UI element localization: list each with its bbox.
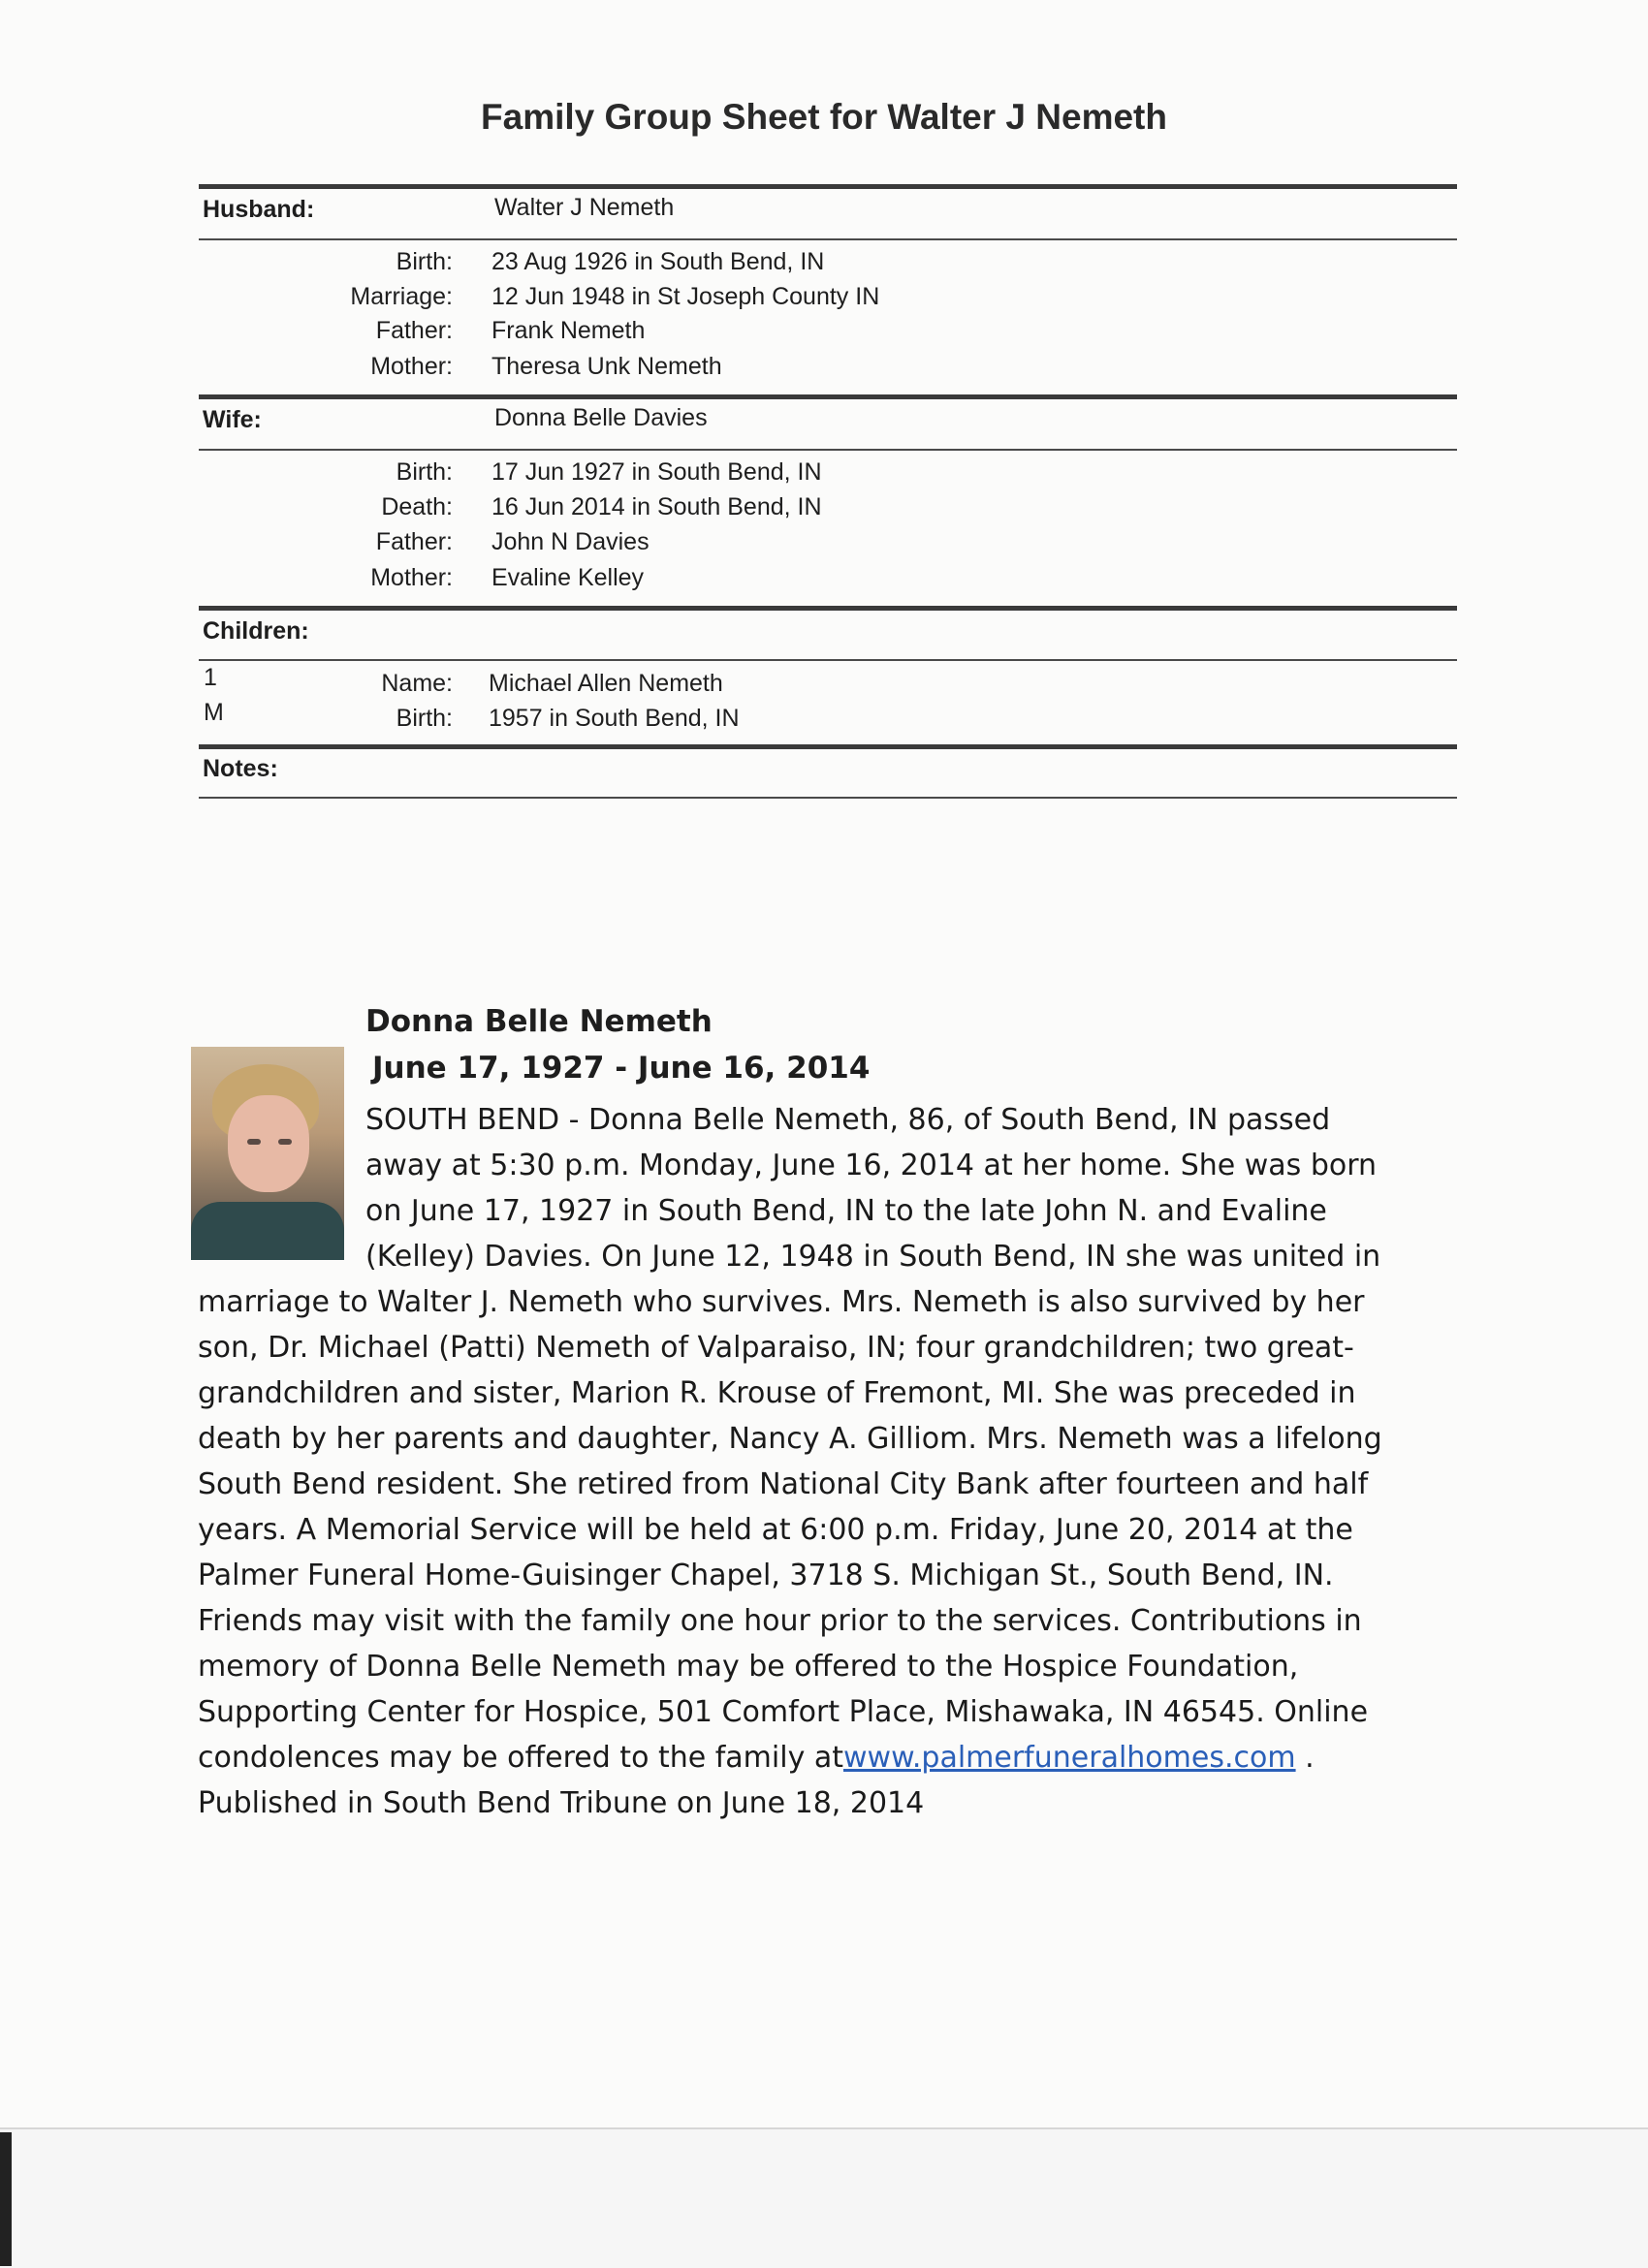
wife-death-label: Death:: [381, 493, 453, 520]
section-divider: [199, 449, 1457, 451]
obituary-line: Palmer Funeral Home-Guisinger Chapel, 3718 S. Michigan St., South Bend, IN.: [198, 1559, 1334, 1592]
section-divider: [199, 797, 1457, 799]
obituary-line: death by her parents and daughter, Nancy A. Gilliom. Mrs. Nemeth was a lifelong: [198, 1422, 1382, 1456]
obituary-line: South Bend resident. She retired from National City Bank after fourteen and half: [198, 1467, 1369, 1501]
section-rule: [199, 184, 1457, 189]
page-title: Family Group Sheet for Walter J Nemeth: [481, 97, 1167, 137]
section-divider: [199, 238, 1457, 240]
obituary-published: Published in South Bend Tribune on June 18, 2014: [198, 1786, 925, 1820]
obituary-line: grandchildren and sister, Marion R. Krouse of Fremont, MI. She was preceded in: [198, 1376, 1356, 1410]
wife-name: Donna Belle Davies: [494, 404, 708, 431]
children-label: Children:: [203, 617, 309, 645]
wife-birth-label: Birth:: [396, 458, 453, 486]
child-birth-label: Birth:: [396, 705, 453, 732]
husband-marriage-value: 12 Jun 1948 in St Joseph County IN: [491, 283, 880, 310]
scan-bottom-edge: [0, 2127, 1648, 2268]
obituary-line: Supporting Center for Hospice, 501 Comfort Place, Mishawaka, IN 46545. Online: [198, 1695, 1369, 1729]
husband-marriage-label: Marriage:: [350, 283, 453, 310]
wife-father-label: Father:: [375, 528, 453, 555]
section-divider: [199, 659, 1457, 661]
obituary-line: years. A Memorial Service will be held at 6:00 p.m. Friday, June 20, 2014 at the: [198, 1513, 1353, 1547]
wife-father-value: John N Davies: [491, 528, 650, 555]
wife-mother-label: Mother:: [370, 564, 453, 591]
obituary-line: Friends may visit with the family one hour prior to the services. Contributions in: [198, 1604, 1362, 1638]
child-birth-value: 1957 in South Bend, IN: [489, 705, 740, 732]
husband-birth-value: 23 Aug 1926 in South Bend, IN: [491, 248, 825, 275]
husband-label: Husband:: [203, 196, 315, 223]
husband-father-value: Frank Nemeth: [491, 317, 646, 344]
husband-mother-label: Mother:: [370, 353, 453, 380]
section-rule: [199, 744, 1457, 749]
child-number: 1: [204, 664, 217, 691]
obituary-line: son, Dr. Michael (Patti) Nemeth of Valparaiso, IN; four grandchildren; two great-: [198, 1331, 1354, 1365]
funeral-home-link[interactable]: www.palmerfuneralhomes.com: [843, 1741, 1296, 1775]
obituary-line: SOUTH BEND - Donna Belle Nemeth, 86, of South Bend, IN passed: [365, 1103, 1331, 1137]
wife-death-value: 16 Jun 2014 in South Bend, IN: [491, 493, 822, 520]
husband-name: Walter J Nemeth: [494, 194, 675, 221]
child-name-label: Name:: [381, 670, 453, 697]
obituary-line: marriage to Walter J. Nemeth who survives. Mrs. Nemeth is also survived by her: [198, 1285, 1365, 1319]
section-rule: [199, 606, 1457, 611]
husband-mother-value: Theresa Unk Nemeth: [491, 353, 722, 380]
notes-label: Notes:: [203, 755, 278, 782]
scan-dark-edge: [0, 2132, 12, 2266]
husband-father-label: Father:: [375, 317, 453, 344]
child-sex: M: [204, 699, 224, 726]
condolence-suffix: .: [1295, 1741, 1315, 1775]
wife-birth-value: 17 Jun 1927 in South Bend, IN: [491, 458, 822, 486]
obituary-line: on June 17, 1927 in South Bend, IN to the late John N. and Evaline: [365, 1194, 1327, 1228]
wife-label: Wife:: [203, 406, 262, 433]
obituary-line: (Kelley) Davies. On June 12, 1948 in South Bend, IN she was united in: [365, 1240, 1381, 1274]
wife-mother-value: Evaline Kelley: [491, 564, 645, 591]
obituary-name: Donna Belle Nemeth: [365, 1004, 713, 1039]
section-rule: [199, 394, 1457, 399]
obituary-line: memory of Donna Belle Nemeth may be offered to the Hospice Foundation,: [198, 1650, 1299, 1684]
child-name-value: Michael Allen Nemeth: [489, 670, 723, 697]
obituary-condolence-line: [198, 1741, 1315, 1775]
husband-birth-label: Birth:: [396, 248, 453, 275]
obituary-dates: June 17, 1927 - June 16, 2014: [372, 1051, 871, 1086]
condolence-text: condolences may be offered to the family at: [198, 1741, 844, 1775]
obituary-line: away at 5:30 p.m. Monday, June 16, 2014 at her home. She was born: [365, 1149, 1378, 1182]
portrait-photo: [191, 1047, 344, 1260]
